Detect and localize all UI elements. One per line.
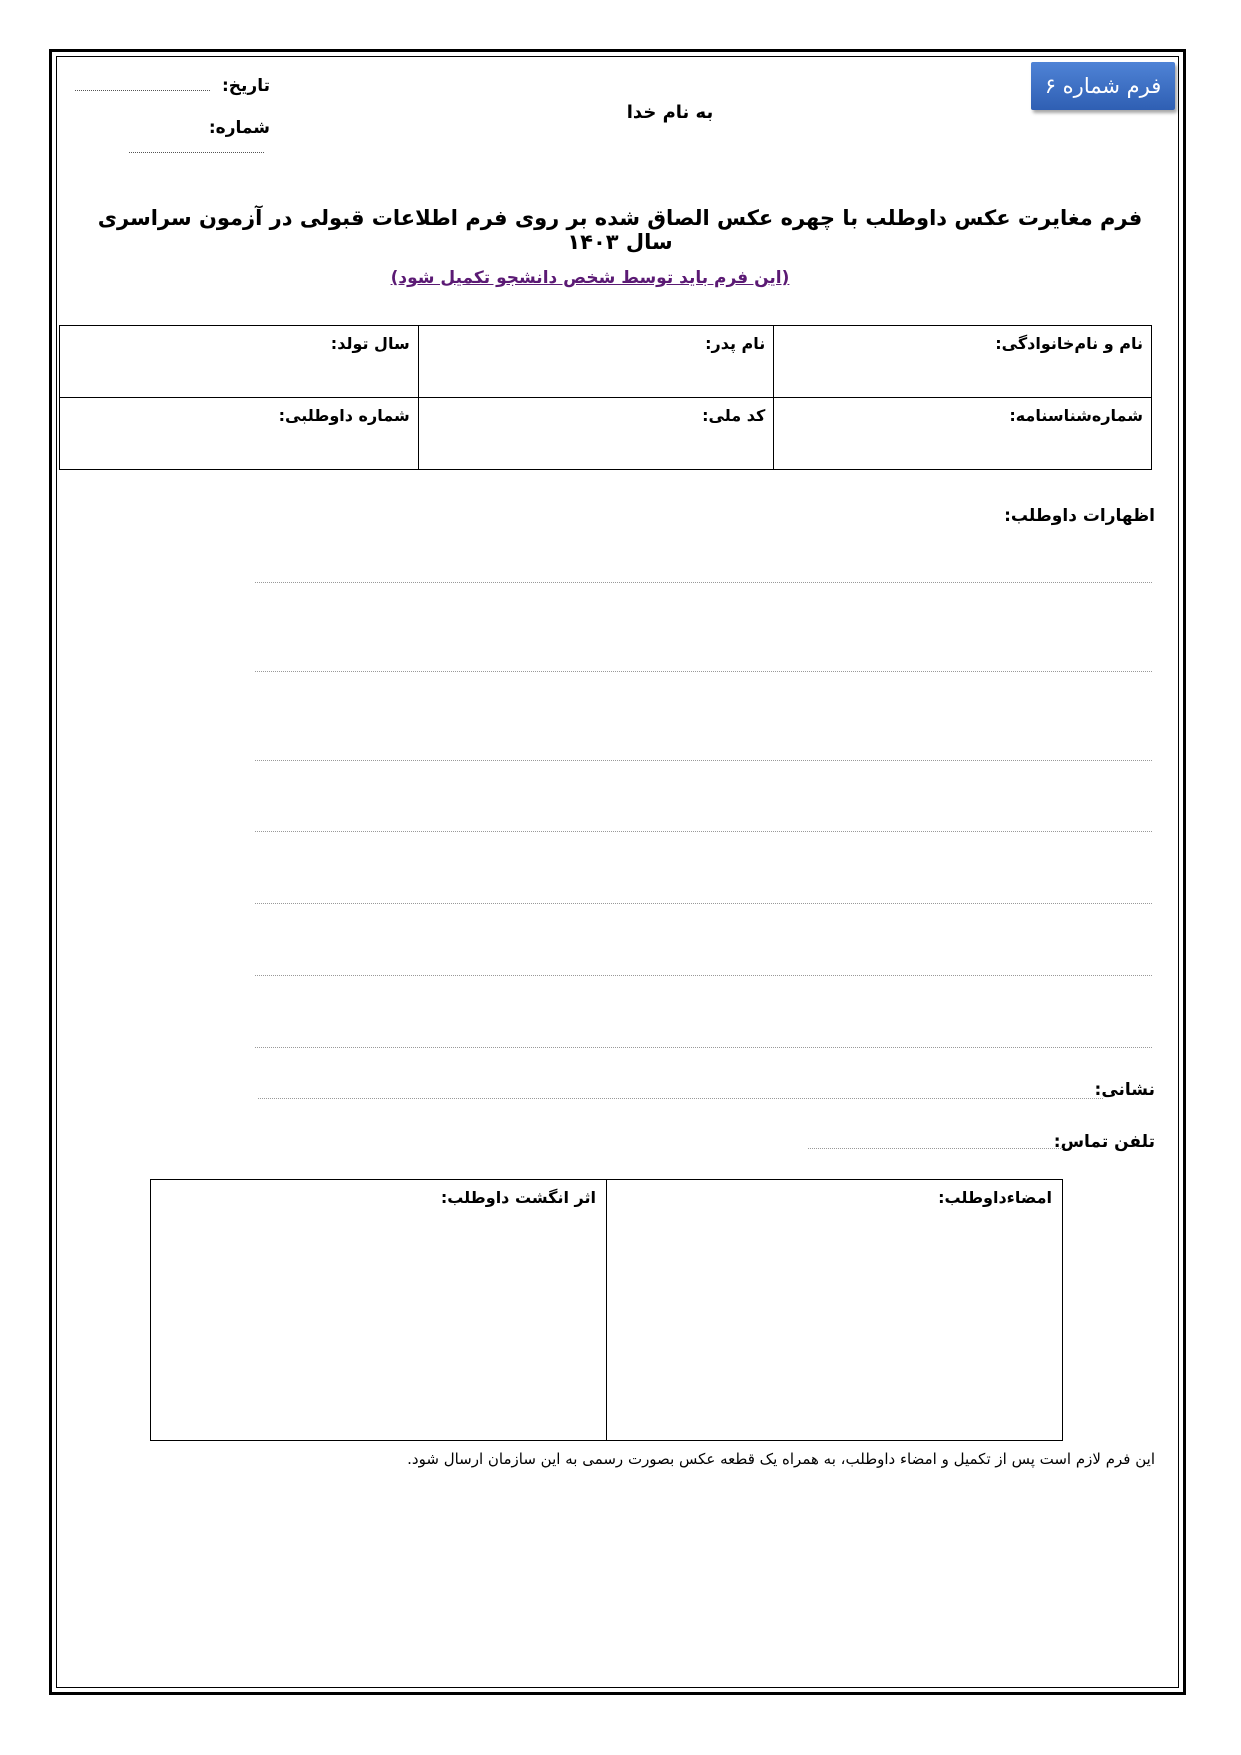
birth-year-cell[interactable]: سال تولد: xyxy=(60,326,419,398)
table-row xyxy=(60,398,1152,470)
full-name-cell[interactable]: نام و نام‌خانوادگی: xyxy=(774,326,1152,398)
table-row xyxy=(60,326,1152,398)
father-name-cell[interactable]: نام پدر: xyxy=(418,326,774,398)
number-field xyxy=(70,118,270,158)
statement-line-7[interactable] xyxy=(255,1047,1152,1048)
statement-line-1[interactable] xyxy=(255,582,1152,583)
statement-line-2[interactable] xyxy=(255,671,1152,672)
statement-line-6[interactable] xyxy=(255,975,1152,976)
statement-line-3[interactable] xyxy=(255,760,1152,761)
fingerprint-box[interactable]: اثر انگشت داوطلب: xyxy=(151,1180,607,1441)
date-label: تاریخ: xyxy=(222,76,270,96)
national-code-cell[interactable]: کد ملی: xyxy=(418,398,774,470)
form-number-badge: فرم شماره ۶ xyxy=(1031,62,1175,110)
page-border-inner xyxy=(56,56,1179,1688)
id-number-cell[interactable]: شماره‌شناسنامه: xyxy=(774,398,1152,470)
number-label: شماره: xyxy=(208,118,270,138)
address-label: نشانی: xyxy=(1094,1080,1155,1100)
table-row xyxy=(151,1180,1063,1441)
phone-label: تلفن تماس: xyxy=(1053,1132,1155,1152)
signature-box[interactable]: امضاءداوطلب: xyxy=(607,1180,1063,1441)
statement-line-4[interactable] xyxy=(255,831,1152,832)
statements-label: اظهارات داوطلب: xyxy=(1004,506,1155,526)
phone-line[interactable] xyxy=(808,1148,1063,1149)
form-subtitle: (این فرم باید توسط شخص دانشجو تکمیل شود) xyxy=(390,268,790,288)
form-title: فرم مغایرت عکس داوطلب با چهره عکس الصاق شده بر روی فرم اطلاعات قبولی در آزمون سراسری سال ۱۴۰۳ xyxy=(97,206,1143,254)
candidate-number-cell[interactable]: شماره داوطلبی: xyxy=(60,398,419,470)
date-field xyxy=(70,76,270,96)
date-dotted-line[interactable] xyxy=(75,76,210,91)
address-line[interactable] xyxy=(258,1098,1103,1099)
footer-note: این فرم لازم است پس از تکمیل و امضاء داوطلب، به همراه یک قطعه عکس بصورت رسمی به این سازمان ارسال شود. xyxy=(407,1450,1155,1468)
statement-line-5[interactable] xyxy=(255,903,1152,904)
signature-table xyxy=(150,1179,1063,1441)
bismillah-heading: به نام خدا xyxy=(626,102,714,123)
number-dotted-line[interactable] xyxy=(129,138,264,153)
candidate-info-table xyxy=(59,325,1152,470)
